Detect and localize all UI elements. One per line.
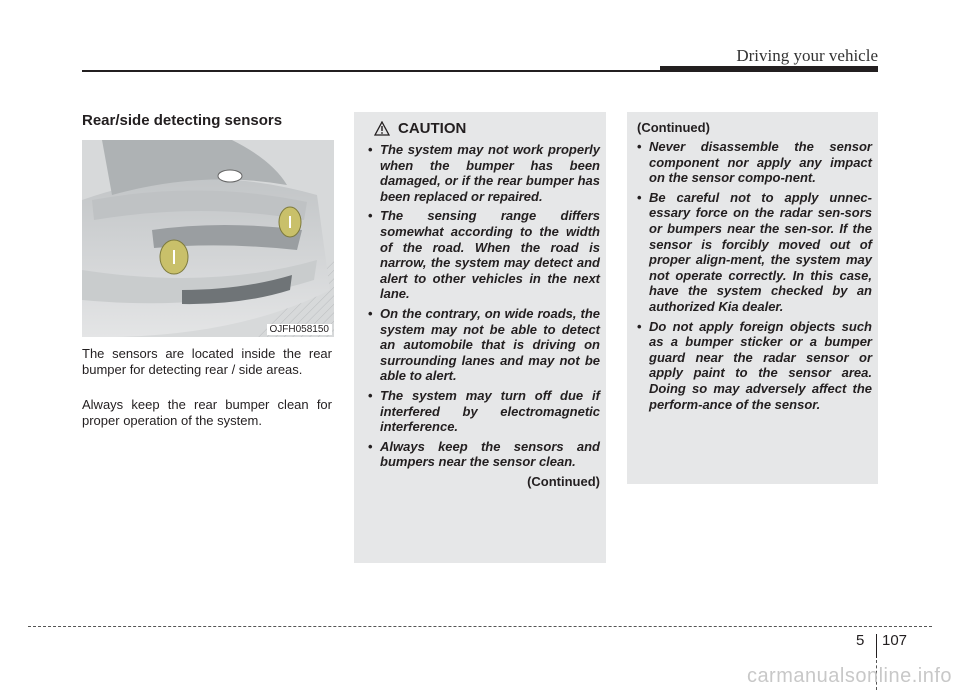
- list-item: • The sensing range differs somewhat according to the width of the road. When the road is narrow, the system may detect and alert to other vehicles in the next lane.: [368, 208, 600, 302]
- watermark: carmanualsonline.info: [746, 665, 952, 687]
- caution-title: CAUTION: [398, 120, 467, 137]
- list-item: • Do not apply foreign objects such as a bumper sticker or a bumper guard near the radar sensor or apply paint to the sensor area. Doing so may adversely affect the perform-ance of the sensor.: [637, 318, 872, 412]
- section-title: Driving your vehicle: [736, 46, 878, 65]
- kia-emblem: [218, 170, 242, 182]
- continued-box: [627, 112, 878, 484]
- continued-list: [637, 139, 872, 412]
- section-heading: Rear/side detecting sensors: [82, 112, 283, 129]
- figure-code: OJFH058150: [267, 324, 332, 335]
- continued-heading: (Continued): [637, 120, 710, 135]
- list-item: • Never disassemble the sensor component nor apply any impact on the sensor compo-nent.: [637, 139, 872, 186]
- chapter-number: 5: [856, 632, 865, 649]
- header-rule-accent: [660, 66, 878, 72]
- page-number-separator: [876, 634, 877, 658]
- warning-triangle-icon: [374, 121, 390, 136]
- footer-rule: [28, 626, 932, 627]
- paragraph-sensor-location: The sensors are located inside the rear bumper for detecting rear / side areas.: [82, 346, 332, 377]
- caution-box: [354, 112, 606, 563]
- paragraph-keep-clean: Always keep the rear bumper clean for proper operation of the system.: [82, 397, 332, 428]
- list-item: • The system may turn off due if interfered by electromagnetic interference.: [368, 387, 600, 435]
- continued-label: (Continued): [527, 473, 600, 489]
- list-item: • On the contrary, on wide roads, the system may not be able to detect an automobile that is driving on surrounding lanes and may not be able to alert.: [368, 305, 600, 384]
- list-item: • Be careful not to apply unnec-essary force on the radar sen-sors or bumpers near the sen-sor. If the sensor is forcibly moved out of proper align-ment, the system may not operate correctly. In this case, have the system checked by an authorized Kia dealer.: [637, 189, 872, 314]
- list-item: • Always keep the sensors and bumpers near the sensor clean.: [368, 438, 600, 470]
- list-item: • The system may not work properly when the bumper has been damaged, or if the rear bumper has been replaced or repaired.: [368, 142, 600, 204]
- caution-list: [368, 142, 600, 470]
- caution-heading: [374, 120, 600, 137]
- page-number: 107: [882, 632, 908, 649]
- car-rear-figure: [82, 140, 334, 337]
